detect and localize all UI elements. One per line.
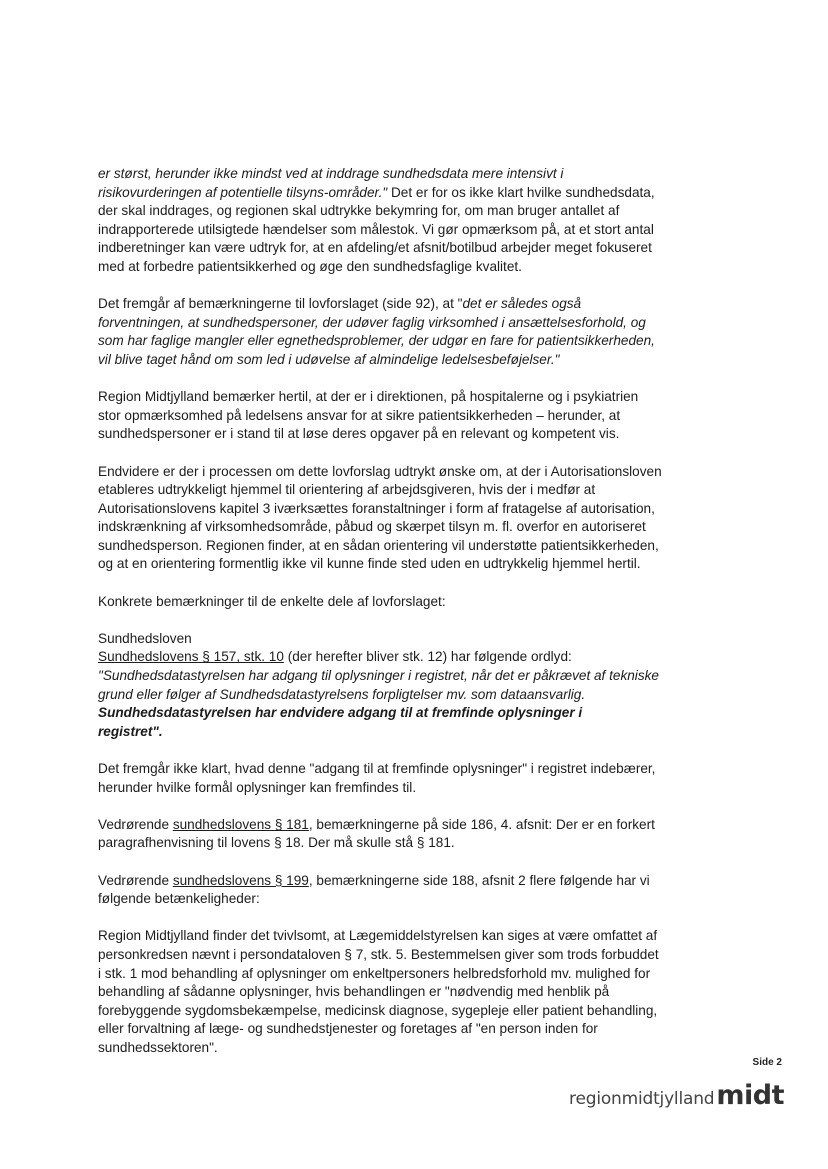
text-line: paragrafhenvisning til lovens § 18. Der må skulle stå § 181. xyxy=(98,835,455,851)
text-line: grund eller følger af Sundhedsdatastyrelsens forpligtelser mv. som dataansvarlig. xyxy=(98,686,586,702)
text-line: i stk. 1 mod behandling af oplysninger om enkeltpersoners helbredsforhold mv. mulighed for xyxy=(98,965,651,981)
paragraph-region-response xyxy=(98,388,738,444)
italic-quote: det er således også xyxy=(462,296,582,312)
text-segment: , bemærkningerne side 188, afsnit 2 flere følgende har vi xyxy=(308,872,650,888)
text-line: indskrænkning af virksomhedsområde, påbud og skærpet tilsyn m. fl. overfor en autoriseret xyxy=(98,519,646,535)
text-line: der skal inddrages, og regionen skal udtrykke bekymring for, om man bruger antallet af xyxy=(98,203,620,219)
text-line: og at en orientering formentlig ikke vil kunne finde sted uden en udtrykkelig hjemmel hertil. xyxy=(98,556,641,572)
law-reference: sundhedslovens § 181 xyxy=(172,816,309,832)
text-line: Konkrete bemærkninger til de enkelte dele af lovforslaget: xyxy=(98,593,446,609)
law-reference: Sundhedslovens § 157, stk. 10 xyxy=(98,649,284,665)
text-line: med at forbedre patientsikkerhed og øge den sundhedsfaglige kvalitet. xyxy=(98,258,522,274)
italic-quote: risikovurderingen af potentielle tilsyns-områder." xyxy=(98,184,388,200)
text-line xyxy=(98,872,738,891)
paragraph-risk-assessment xyxy=(98,165,738,277)
text-line: Region Midtjylland finder det tvivlsomt, at Lægemiddelstyrelsen kan siges at være omfattet af xyxy=(98,928,658,944)
text-segment: Vedrørende xyxy=(98,872,173,888)
paragraph-health-act-199 xyxy=(98,872,738,909)
text-line xyxy=(98,295,738,314)
text-line xyxy=(98,648,738,667)
text-line: sundhedsperson. Regionen finder, at en sådan orientering vil understøtte patientsikkerheden, xyxy=(98,537,659,553)
text-line: er størst, herunder ikke mindst ved at inddrage sundhedsdata mere intensivt i xyxy=(98,166,564,181)
text-line: herunder hvilke formål oplysninger kan fremfindes til. xyxy=(98,779,417,795)
text-segment: , bemærkningerne på side 186, 4. afsnit: Der er en forkert xyxy=(308,816,655,832)
paragraph-unclear-access xyxy=(98,760,738,797)
paragraph-medicines-agency xyxy=(98,927,738,1057)
text-line: forventningen, at sundhedspersoner, der udøver faglig virksomhed i ansættelsesforhold, og xyxy=(98,314,646,330)
text-segment: (der herefter bliver stk. 12) har følgende ordlyd: xyxy=(283,649,572,665)
text-segment: Vedrørende xyxy=(98,816,173,832)
text-line: sundhedssektoren". xyxy=(98,1039,218,1055)
page-number: Side 2 xyxy=(752,1057,782,1068)
text-segment: Det fremgår af bemærkningerne til lovforslaget (side 92), at " xyxy=(98,296,463,312)
text-line xyxy=(98,184,738,203)
text-line: Region Midtjylland bemærker hertil, at der er i direktionen, på hospitalerne og i psykiatrien xyxy=(98,389,639,405)
text-line: "Sundhedsdatastyrelsen har adgang til oplysninger i registret, når det er påkrævet af tekniske xyxy=(98,668,659,684)
paragraph-health-act-181 xyxy=(98,816,738,853)
paragraph-authorisation-act xyxy=(98,463,738,575)
paragraph-remarks-quote xyxy=(98,295,738,369)
document-body xyxy=(98,165,738,1076)
logo-wordmark: regionmidtjylland xyxy=(569,1089,715,1109)
text-line: indrapporterede utilsigtede hændelser som målestok. Vi gør opmærksom på, at et stort antal xyxy=(98,221,654,237)
text-line: Sundhedsdatastyrelsen har endvidere adgang til at fremfinde oplysninger i xyxy=(98,705,583,721)
text-line: Autorisationslovens kapitel 3 iværksættes foranstaltninger i form af fratagelse af autorisation, xyxy=(98,500,655,516)
text-line xyxy=(98,816,738,835)
text-line: personkredsen nævnt i persondataloven § 7, stk. 5. Bestemmelsen giver som trods forbuddet xyxy=(98,946,659,962)
text-line: behandling af sådanne oplysninger, hvis behandlingen er "nødvendig med henblik på xyxy=(98,984,610,1000)
logo-mark: midt xyxy=(716,1080,784,1111)
text-line: forebyggende sygdomsbekæmpelse, medicinsk diagnose, sygepleje eller patient behandling, xyxy=(98,1002,658,1018)
text-line: indberetninger kan være udtryk for, at en afdeling/et afsnit/botilbud arbejder meget fokuseret xyxy=(98,240,652,256)
text-line: som har faglige mangler eller egnethedsproblemer, der udgør en fare for patientsikkerheden, xyxy=(98,333,655,349)
text-line: Det fremgår ikke klart, hvad denne "adgang til at fremfinde oplysninger" i registret indebærer, xyxy=(98,761,656,776)
text-line: Endvidere er der i processen om dette lovforslag udtrykt ønske om, at der i Autorisationsloven xyxy=(98,463,662,479)
text-line: etableres udtrykkeligt hjemmel til orientering af arbejdsgiveren, hvis der i medfør at xyxy=(98,482,596,498)
paragraph-health-act-157 xyxy=(98,630,738,742)
text-segment: Det er for os ikke klart hvilke sundhedsdata, xyxy=(387,184,655,200)
text-line: sundhedspersoner er i stand til at løse deres opgaver på en relevant og kompetent vis. xyxy=(98,426,620,442)
region-logo xyxy=(569,1078,784,1110)
section-heading: Sundhedsloven xyxy=(98,630,192,646)
text-line: eller forvaltning af læge- og sundhedstjenester og foretages af "en person inden for xyxy=(98,1021,598,1037)
text-line: registret". xyxy=(98,723,163,739)
paragraph-specific-remarks xyxy=(98,593,738,612)
text-line: vil blive taget hånd om som led i udøvelse af almindelige ledelsesbeføjelser." xyxy=(98,351,560,367)
text-line: stor opmærksomhed på ledelsens ansvar for at sikre patientsikkerheden – herunder, at xyxy=(98,407,621,423)
text-line: følgende betænkeligheder: xyxy=(98,891,260,907)
law-reference: sundhedslovens § 199 xyxy=(172,872,309,888)
